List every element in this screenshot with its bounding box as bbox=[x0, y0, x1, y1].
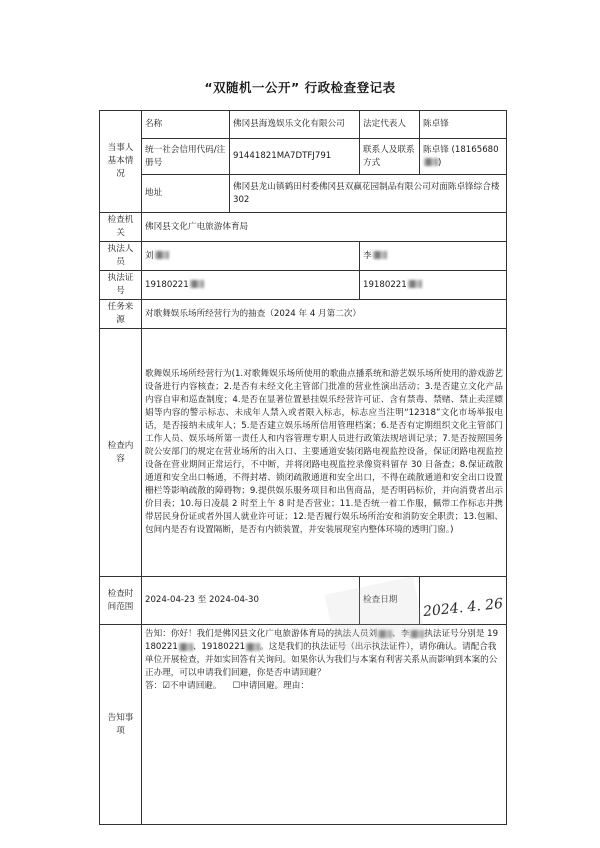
redaction-mark bbox=[408, 280, 422, 288]
inspection-form bbox=[99, 110, 507, 825]
option-no-recusal: 不申请回避。 bbox=[169, 681, 222, 691]
task-label: 任务来源 bbox=[100, 300, 142, 329]
cert-label: 执法证号 bbox=[100, 271, 142, 300]
address-label: 地址 bbox=[142, 175, 230, 213]
name-label: 名称 bbox=[142, 111, 230, 139]
name-value: 佛冈县海逸娱乐文化有限公司 bbox=[230, 111, 360, 139]
task-value: 对歌舞娱乐场所经营行为的抽查（2024 年 4 月第二次） bbox=[142, 300, 507, 329]
notice-label: 告知事项 bbox=[100, 625, 142, 825]
page-title: “双随机一公开” 行政检查登记表 bbox=[204, 80, 396, 95]
agency-label: 检查机关 bbox=[100, 213, 142, 242]
contact-value: 陈卓锋 (18165680) bbox=[420, 139, 507, 175]
answer-label: 答： bbox=[145, 681, 163, 691]
redaction-mark bbox=[424, 158, 438, 166]
party-section-label: 当事人基本情况 bbox=[100, 111, 142, 213]
contact-label: 联系人及联系方式 bbox=[360, 139, 420, 175]
redaction-mark bbox=[373, 251, 387, 259]
period-value: 2024-04-23 至 2024-04-30 bbox=[142, 577, 360, 625]
redaction-mark bbox=[155, 251, 169, 259]
content-value: 歌舞娱乐场所经营行为(1.对歌舞娱乐场所使用的歌曲点播系统和游艺娱乐场所使用的游戏游艺设备进行内容核查；2.是否有未经文化主管部门批准的营业性演出活动；3.是否建立文化产品内容自审和巡查制度；4.是否在显著位置悬挂娱乐经营许可证、含有禁毒、禁赌、禁止卖淫嫖娼等内容的警示标志、未成年人禁入或者限入标志，标志应当注明“12318”文化市场举报电话，是否接纳未成年人；5.是否建立娱乐场所信用管理档案；6.是否有定期组织文化主管部门工作人员、娱乐场所第一责任人和内容管理专职人员进行政策法规培训记录；7.是否按照国务院公安部门的规定在营业场所的出入口、主要通道安装闭路电视监控设备，保证闭路电视监控设备在营业期间正常运行，不中断，并将闭路电视监控录像资料留存 30 日备查；8.保证疏散通道和安全出口畅通，不得封堵、锁闭疏散通道和安全出口，不得在疏散通道和安全出口设置栅栏等影响疏散的障碍物；9.提供娱乐服务项目和出售商品，是否明码标价，并向消费者出示价目表；10.每日凌晨 2 时至上午 8 时是否营业；11.是否统一着工作服，佩带工作标志并携带居民身份证或者外国人就业许可证；12.是否履行娱乐场所治安和消防安全职责；13.包厢、包间内是否有设置隔断，是否有内锁装置，并安装展现室内整体环境的透明门窗。) bbox=[142, 329, 507, 577]
redaction-mark bbox=[246, 643, 260, 651]
legal-rep-value: 陈卓锋 bbox=[420, 111, 507, 139]
cert-2: 19180221 bbox=[360, 271, 507, 300]
agency-value: 佛冈县文化广电旅游体育局 bbox=[142, 213, 507, 242]
cert-1: 19180221 bbox=[142, 271, 360, 300]
empty-box-icon[interactable]: ☐ bbox=[232, 681, 241, 691]
officer-2: 李 bbox=[360, 242, 507, 271]
content-label: 检查内容 bbox=[100, 329, 142, 577]
officers-label: 执法人员 bbox=[100, 242, 142, 271]
credit-code-label: 统一社会信用代码/注册号 bbox=[142, 139, 230, 175]
notice-value: 告知：你好！我们是佛冈县文化广电旅游体育局的执法人员刘 、李 执法证号分别是 19180221 、19180221 。这是我们的执法证号（出示执法证件），请你确认。请配合我单位开展检查，并如实回答有关询问。如果你认为我们与本案有利害关系从而影响到本案的公正办理，可以申请我们回避，你是否申请回避？ 答：☑不申请回避。 ☐申请回避。理由： bbox=[142, 625, 507, 825]
officer-1: 刘 bbox=[142, 242, 360, 271]
checked-box-icon[interactable]: ☑ bbox=[162, 681, 170, 691]
handwritten-date: 2024. 4. 26 bbox=[422, 595, 504, 621]
period-label: 检查时间范围 bbox=[100, 577, 142, 625]
legal-rep-label: 法定代表人 bbox=[360, 111, 420, 139]
address-value: 佛冈县龙山镇鹤田村委佛冈县双赢花园制品有限公司对面陈卓锋综合楼302 bbox=[230, 175, 507, 213]
redaction-mark bbox=[179, 643, 193, 651]
credit-code-value: 91441821MA7DTFJ791 bbox=[230, 139, 360, 175]
option-recusal: 申请回避。理由： bbox=[240, 681, 309, 691]
date-label: 检查日期 bbox=[360, 577, 420, 625]
redaction-mark bbox=[190, 280, 204, 288]
